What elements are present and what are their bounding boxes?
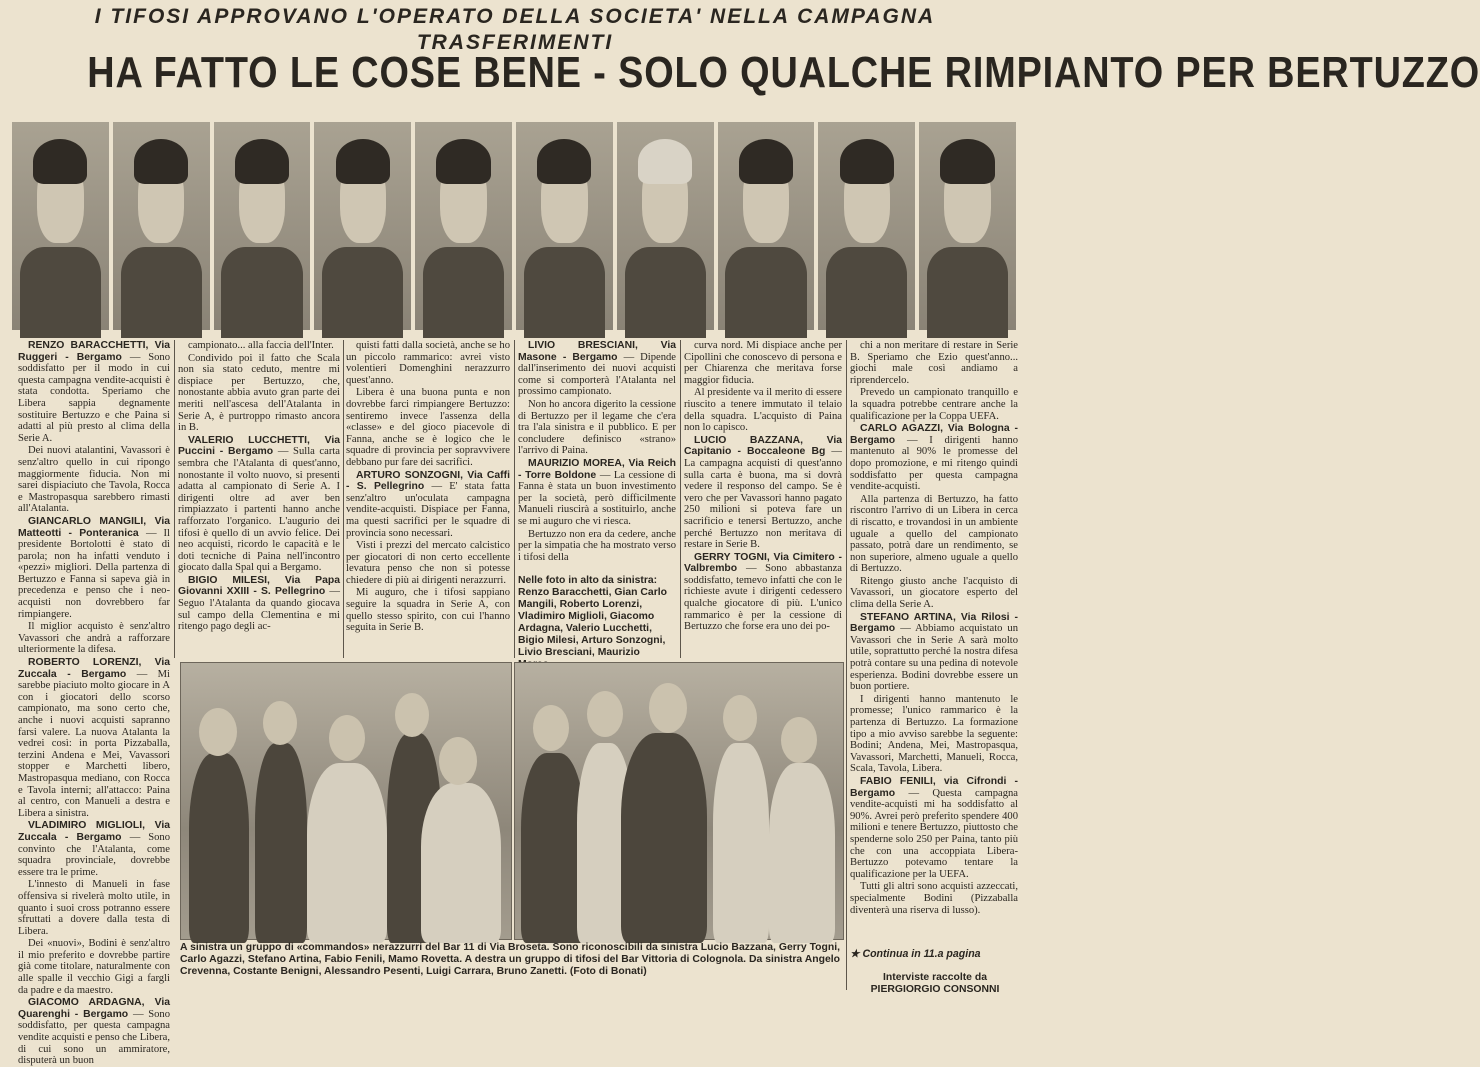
article-paragraph xyxy=(850,423,1018,493)
portrait-strip xyxy=(12,122,1016,330)
portrait-photo xyxy=(516,122,613,330)
article-paragraph xyxy=(850,881,1018,916)
paragraph-text: — Dipende dall'inserimento dei nuovi acquisti come si comporterà l'Atalanta nel prossimo campionato. xyxy=(518,351,676,398)
portrait-photo xyxy=(718,122,815,330)
paragraph-text: Bertuzzo non era da cedere, anche per la simpatia che ha mostrato verso i tifosi della xyxy=(518,528,676,563)
interviewee-name: GIANCARLO MANGILI, Via Matteotti - Ponteranica xyxy=(18,515,170,539)
article-paragraph xyxy=(178,575,340,633)
article-paragraph xyxy=(518,399,676,457)
article-paragraph xyxy=(850,776,1018,880)
article-paragraph xyxy=(684,552,842,633)
paragraph-text: — Mi sarebbe piaciuto molto giocare in A con i giocatori dello scorso campionato, ma sono certo che, anche i nuovi acquisti sapranno farsi valere. La nuova Atalanta la vedrei così: in porta Pizzaballa, terzini Andena e Mei, Vavassori stopper e Marchetti libero, Mastropasqua mediano, con Rocca e Tavola interni; all'attacco: Paina al centro, con Manueli a destra e Libera a sinistra. xyxy=(18,668,171,819)
article-paragraph xyxy=(18,997,170,1067)
interviewee-name: ROBERTO LORENZI, Via Zuccala - Bergamo xyxy=(18,657,170,680)
article-paragraph xyxy=(850,340,1018,386)
article-paragraph xyxy=(850,494,1018,575)
interviewee-name: CARLO AGAZZI, Via Bologna - Bergamo xyxy=(850,423,1018,446)
article-paragraph xyxy=(178,340,340,352)
paragraph-text: Libera è una buona punta e non dovrebbe farci rimpiangere Bertuzzo: sentiremo invece l'assenza della «classe» e del gioco piacevole di Fanna, anche se è logico che le squadre di provincia per sopravvivere debbano pur fare dei sacrifici. xyxy=(346,387,510,468)
interviewee-name: GIACOMO ARDAGNA, Via Quarenghi - Bergamo xyxy=(18,997,170,1020)
article-paragraph xyxy=(18,879,170,937)
interviewee-name: RENZO BARACCHETTI, Via Ruggeri - Bergamo xyxy=(18,340,170,363)
portrait-photo xyxy=(214,122,311,330)
paragraph-text: curva nord. Mi dispiace anche per Cipollini che conoscevo di persona e per Chiarenza che meritava forse maggior fiducia. xyxy=(684,340,842,386)
interviewee-name: FABIO FENILI, via Cifrondi - Bergamo xyxy=(850,775,1018,799)
article-paragraph xyxy=(346,540,510,586)
column-rule xyxy=(846,340,847,990)
portrait-photo xyxy=(415,122,512,330)
article-paragraph xyxy=(518,340,676,398)
portrait-photo xyxy=(113,122,210,330)
column-rule xyxy=(174,340,175,658)
paragraph-text: — Il presidente Bortolotti è stato di parola; non ha infatti venduto i «pezzi» migliori. Della partenza di Bertuzzo e Fanna si sapeva già in precedenza e penso che i neo-acquisti non dovrebbero far rimpiangere. xyxy=(18,527,170,620)
article-paragraph xyxy=(850,576,1018,611)
article-paragraph xyxy=(850,387,1018,422)
paragraph-text: chi a non meritare di restare in Serie B. Speriamo che Ezio quest'anno... giochi male così andiamo a riprendercelo. xyxy=(850,340,1018,386)
byline-name: PIERGIORGIO CONSONNI xyxy=(870,984,1000,995)
article-paragraph xyxy=(346,587,510,633)
article-paragraph xyxy=(850,694,1018,775)
paragraph-text: L'innesto di Manueli in fase offensiva si rivelerà molto utile, in quanto i suoi cross potranno essere sfruttati a dovere dalla testa di Libera. xyxy=(18,879,170,937)
paragraph-text: Mi auguro, che i tifosi sappiano seguire la squadra in Serie A, con quello stesso spirito, con cui l'hanno seguita in Serie B. xyxy=(346,587,510,634)
interviewee-name: VALERIO LUCCHETTI, Via Puccini - Bergamo xyxy=(178,434,340,458)
article-paragraph xyxy=(178,435,340,574)
article-column-6 xyxy=(850,340,1018,944)
interviewee-name: BIGIO MILESI, Via Papa Giovanni XXIII - S. Pellegrino xyxy=(178,574,340,598)
paragraph-text: — Questa campagna vendite-acquisti mi ha soddisfatto al 90%. Avrei però preferito spendere 400 milioni e tenere Bertuzzo, piuttosto che spenderne solo 250 per Paina, tanto più che con una accoppiata Libera-Bertuzzo potevamo tentare la qualificazione per la UEFA. xyxy=(850,787,1018,880)
paragraph-text: — Sulla carta sembra che l'Atalanta di quest'anno, nonostante il volto nuovo, si presenti adatta al campionato di Serie A. I dirigenti oltre ad aver ben rimpiazzato i partenti hanno anche rafforzato l'organico. L'augurio dei tifosi è quello di un avvio felice. Dei neo acquisti, ricordo le capacità e le doti tecniche di Paina nell'incontro giocato dalla Spal qui a Bergamo. xyxy=(178,446,340,574)
paragraph-text: — Sono convinto che l'Atalanta, come squadra provinciale, dovrebbe essere tra le prime. xyxy=(18,831,170,878)
column-rule xyxy=(680,340,681,658)
article-paragraph xyxy=(18,445,170,515)
article-column-2 xyxy=(178,340,340,656)
paragraph-text: — La campagna acquisti di quest'anno sulla carta è buona, ma si dovrà vedere il responso del campo. Se è vero che per Vavassori hanno pagato 250 milioni si poteva fare un sacrificio e tenersi Bertuzzo, anche perché Bertuzzo non meritava di restare in Serie B. xyxy=(684,446,842,551)
paragraph-text: campionato... alla faccia dell'Inter. xyxy=(188,340,334,351)
interviewee-name: GERRY TOGNI, Via Cimitero - Valbrembo xyxy=(684,551,842,575)
paragraph-text: — Seguo l'Atalanta da quando giocava sul campo della Clementina e mi ritengo pago degli ac- xyxy=(178,586,340,633)
paragraph-text: — E' stata fatta senz'altro un'oculata campagna vendite-acquisti. Dispiace per Fanna, ma questi sacrifici per le squadre di provincia sono necessari. xyxy=(346,481,511,539)
interviewee-name: STEFANO ARTINA, Via Rilosi - Bergamo xyxy=(850,611,1018,635)
portrait-photo xyxy=(314,122,411,330)
paragraph-text: quisti fatti dalla società, anche se ho un piccolo rammarico: avrei visto volentieri Domenghini nerazzurro quest'anno. xyxy=(346,340,510,386)
portrait-photo xyxy=(12,122,109,330)
interviewee-name: VLADIMIRO MIGLIOLI, Via Zuccala - Bergamo xyxy=(18,820,170,843)
article-paragraph xyxy=(18,938,170,996)
article-paragraph xyxy=(684,340,842,386)
paragraph-text: Visti i prezzi del mercato calcistico per giocatori di non certo eccellente levatura penso che non si potesse chiedere di più ai dirigenti nerazzurri. xyxy=(346,540,510,586)
interviewee-name: LIVIO BRESCIANI, Via Masone - Bergamo xyxy=(518,340,676,363)
paragraph-text: Prevedo un campionato tranquillo e la squadra potrebbe centrare anche la qualificazione per la Coppa UEFA. xyxy=(850,387,1018,422)
portrait-photo xyxy=(919,122,1016,330)
portrait-photo xyxy=(818,122,915,330)
group-photo-left xyxy=(180,662,512,940)
article-paragraph xyxy=(18,516,170,620)
kicker-headline: I TIFOSI APPROVANO L'OPERATO DELLA SOCIETA' NELLA CAMPAGNA TRASFERIMENTI xyxy=(94,5,936,54)
paragraph-text: Dei «nuovi», Bodini è senz'altro il mio preferito e dovrebbe partire già come titolare, naturalmente con alle spalle il vecchio Gigi a fargli da padre e da maestro. xyxy=(18,938,170,996)
paragraph-text: Alla partenza di Bertuzzo, ha fatto riscontro l'arrivo di un Libera in cerca di riscatto, e trovandosi in un ambiente uguale a quello del campionato passato, potrà dare un rendimento, se non superiore, almeno uguale a quello di Bertuzzo. xyxy=(850,493,1018,575)
byline-label: Interviste raccolte da xyxy=(883,972,987,983)
article-paragraph xyxy=(178,353,340,434)
portrait-photo xyxy=(617,122,714,330)
continuation-note: ★ Continua in 11.a pagina xyxy=(850,948,981,960)
paragraph-text: — La cessione di Fanna è stata un buon investimento per la società, però difficilmente Manueli riuscirà a sostituirlo, anche se mi auguro che vi riesca. xyxy=(518,469,676,527)
paragraph-text: Dei nuovi atalantini, Vavassori è senz'altro quello in cui ripongo maggiormente fiducia. Non mi sarei dispiaciuto che Tavola, Rocca e Mastropasqua sarebbero rimasti all'Atalanta. xyxy=(18,445,170,515)
interviewee-name: ARTURO SONZOGNI, Via Caffi - S. Pellegrino xyxy=(346,469,510,493)
article-column-4 xyxy=(518,340,676,572)
article-paragraph xyxy=(18,820,170,878)
article-paragraph xyxy=(18,657,170,819)
paragraph-text: — I dirigenti hanno mantenuto al 90% le promesse del dopo promozione, e mi ritengo quindi soddisfatto per questa campagna vendite-acquisti. xyxy=(850,434,1018,493)
group-photo-caption: A sinistra un gruppo di «commandos» nerazzurri del Bar 11 di Via Broseta. Sono riconoscibili da sinistra Lucio Bazzana, Gerry Togni, Carlo Agazzi, Stefano Artina, Fabio Fenili, Mamo Rovetta. A destra un gruppo di tifosi del Bar Vittoria di Colognola. Da sinistra Angelo Crevenna, Costante Benigni, Alessandro Pesenti, Luigi Carrara, Bruno Zanetti. (Foto di Bonati) xyxy=(180,942,840,977)
paragraph-text: Condivido poi il fatto che Scala non sia stato ceduto, mentre mi dispiace per Bertuzzo, che, nonostante abbia avuto gran parte dei meriti nell'ascesa dell'Atalanta in Serie A, è purtroppo rimasto ancora in B. xyxy=(178,352,340,434)
column-rule xyxy=(343,340,344,658)
paragraph-text: — Sono soddisfatto per il modo in cui questa campagna vendite-acquisti è stata condotta. Speriamo che Libera sappia degnamente sostituire Bertuzzo e che Paina si adatti al più presto al clima della Serie A. xyxy=(18,351,170,444)
paragraph-text: I dirigenti hanno mantenuto le promesse; l'unico rammarico è la partenza di Bertuzzo. La formazione tipo a mio avviso sarebbe la seguente: Bodini; Andena, Mei, Mastropasqua, Vavassori, Marchetti, Manueli, Rocca, Scala, Tavola, Libera. xyxy=(850,693,1018,775)
article-paragraph xyxy=(346,387,510,468)
paragraph-text: — Sono abbastanza soddisfatto, temevo infatti che con le richieste avute i dirigenti cedessero qualche giocatore di più. L'unico rammarico è per la cessione di Bertuzzo che forse era uno dei po- xyxy=(684,563,843,633)
column-rule xyxy=(514,340,515,658)
portrait-caption: Nelle foto in alto da sinistra: Renzo Baracchetti, Gian Carlo Mangili, Roberto Lorenzi, Vladimiro Miglioli, Giacomo Ardagna, Valerio Lucchetti, Bigio Milesi, Arturo Sonzogni, Livio Bresciani, Maurizio xyxy=(518,575,667,658)
article-paragraph xyxy=(684,435,842,551)
article-column-3 xyxy=(346,340,510,656)
paragraph-text: Ritengo giusto anche l'acquisto di Vavassori, un giocatore esperto del clima della Serie A. xyxy=(850,575,1018,611)
article-paragraph xyxy=(684,387,842,433)
paragraph-text: — Abbiamo acquistato un Vavassori che in Serie A sarà molto utile, soprattutto perché la nostra difesa potrà contare su una pedina di notevole esperienza. Bodini dovrebbe essere un buon portiere. xyxy=(850,623,1018,693)
article-column-5 xyxy=(684,340,842,656)
article-column-1 xyxy=(18,340,171,1067)
group-photo-right xyxy=(514,662,844,940)
byline xyxy=(850,972,1020,996)
paragraph-text: Non ho ancora digerito la cessione di Bertuzzo per il legame che c'era tra l'ala sinistra e il pubblico. E per concludere definisco «strano» l'arrivo di Paina. xyxy=(518,398,676,457)
main-headline: HA FATTO LE COSE BENE - SOLO QUALCHE RIMPIANTO PER BERTUZZO xyxy=(87,48,1480,97)
article-paragraph xyxy=(346,470,510,540)
paragraph-text: — Sono soddisfatto, per questa campagna vendite acquisti e penso che Libera, di cui sono un ammiratore, disputerà un buon xyxy=(18,1008,170,1067)
paragraph-text: Al presidente va il merito di essere riuscito a tenere immutato il telaio della squadra. L'acquisto di Paina non lo capisco. xyxy=(684,387,842,434)
interviewee-name: MAURIZIO MOREA, Via Reich - Torre Boldone xyxy=(518,457,676,481)
interviewee-name: LUCIO BAZZANA, Via Capitanio - Boccaleone Bg xyxy=(684,434,842,458)
article-paragraph xyxy=(518,529,676,564)
article-paragraph xyxy=(850,612,1018,693)
article-paragraph xyxy=(18,340,170,444)
paragraph-text: Tutti gli altri sono acquisti azzeccati, specialmente Bodini (Pizzaballa diventerà una riserva di lusso). xyxy=(850,881,1018,916)
article-paragraph xyxy=(518,458,676,528)
article-paragraph xyxy=(346,340,510,386)
article-paragraph xyxy=(18,621,170,656)
paragraph-text: Il miglior acquisto è senz'altro Vavassori che andrà a rafforzare ulteriormente la difesa. xyxy=(18,621,170,656)
